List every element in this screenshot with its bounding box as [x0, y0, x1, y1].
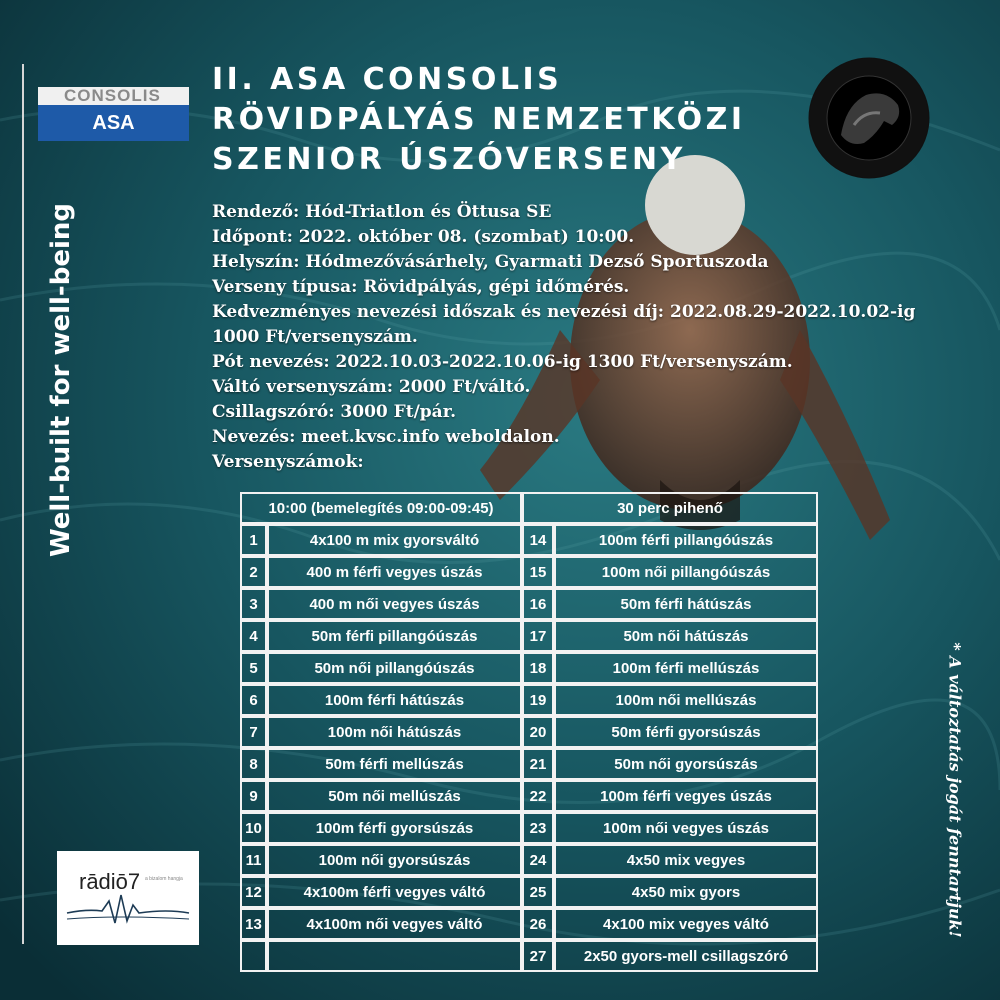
- left-divider-line: [22, 64, 24, 944]
- event-number: 2: [240, 556, 267, 588]
- event-number: 12: [240, 876, 267, 908]
- event-name: 50m női gyorsúszás: [554, 748, 818, 780]
- info-time: Időpont: 2022. október 08. (szombat) 10:00.: [212, 227, 635, 247]
- event-name: 100m női mellúszás: [554, 684, 818, 716]
- event-name: 100m férfi vegyes úszás: [554, 780, 818, 812]
- event-name: 400 m férfi vegyes úszás: [267, 556, 522, 588]
- consolis-logo-text: CONSOLIS: [64, 86, 161, 105]
- radio7-wordmark: rādiō7: [79, 869, 141, 894]
- page-title: [212, 60, 746, 180]
- event-number: 17: [522, 620, 554, 652]
- event-name: 4x50 mix gyors: [554, 876, 818, 908]
- event-name: 50m férfi pillangóúszás: [267, 620, 522, 652]
- event-number: 4: [240, 620, 267, 652]
- event-number: 6: [240, 684, 267, 716]
- event-name: 100m férfi mellúszás: [554, 652, 818, 684]
- event-number: 8: [240, 748, 267, 780]
- event-number: 5: [240, 652, 267, 684]
- event-number: 25: [522, 876, 554, 908]
- event-number: 14: [522, 524, 554, 556]
- event-name: 100m női gyorsúszás: [267, 844, 522, 876]
- event-number: 3: [240, 588, 267, 620]
- event-name: 400 m női vegyes úszás: [267, 588, 522, 620]
- event-number: 11: [240, 844, 267, 876]
- info-venue: Helyszín: Hódmezővásárhely, Gyarmati Dezső Sportuszoda: [212, 252, 769, 272]
- event-name: 4x50 mix vegyes: [554, 844, 818, 876]
- info-relay: Váltó versenyszám: 2000 Ft/váltó.: [212, 377, 531, 397]
- event-number: 1: [240, 524, 267, 556]
- radio7-tagline: a bizalom hangja: [145, 876, 183, 882]
- event-name: 100m férfi gyorsúszás: [267, 812, 522, 844]
- event-name: 4x100m férfi vegyes váltó: [267, 876, 522, 908]
- event-name: 100m női vegyes úszás: [554, 812, 818, 844]
- event-number: 16: [522, 588, 554, 620]
- event-number: 10: [240, 812, 267, 844]
- event-name: 50m férfi gyorsúszás: [554, 716, 818, 748]
- event-number: 19: [522, 684, 554, 716]
- event-number: 18: [522, 652, 554, 684]
- event-name: 100m női pillangóúszás: [554, 556, 818, 588]
- info-organizer: Rendező: Hód-Triatlon és Öttusa SE: [212, 202, 552, 222]
- side-slogan: Well-built for well-being: [46, 202, 76, 558]
- event-number: 7: [240, 716, 267, 748]
- event-name: 50m női hátúszás: [554, 620, 818, 652]
- event-number: 21: [522, 748, 554, 780]
- event-name: 2x50 gyors-mell csillagszóró: [554, 940, 818, 972]
- disclaimer-note: * A változtatás jogát fenntartjuk!: [945, 642, 965, 938]
- title-line-3: SZENIOR ÚSZÓVERSENY: [212, 142, 686, 177]
- schedule-left-header: 10:00 (bemelegítés 09:00-09:45): [240, 492, 522, 524]
- event-number: 23: [522, 812, 554, 844]
- event-name: 4x100 m mix gyorsváltó: [267, 524, 522, 556]
- event-number: 9: [240, 780, 267, 812]
- event-number: 24: [522, 844, 554, 876]
- info-discount: Kedvezményes nevezési időszak és nevezési díj: 2022.08.29-2022.10.02-ig 1000 Ft/versenyszám.: [212, 302, 916, 347]
- info-type: Verseny típusa: Rövidpályás, gépi időmérés.: [212, 277, 630, 297]
- consolis-asa-logo: [38, 87, 189, 141]
- hod-triatlon-club-logo-icon: [806, 55, 932, 181]
- event-number: 15: [522, 556, 554, 588]
- schedule-table: [240, 492, 818, 972]
- event-name: 50m férfi hátúszás: [554, 588, 818, 620]
- event-number: 26: [522, 908, 554, 940]
- event-number: 22: [522, 780, 554, 812]
- empty-cell: [240, 940, 267, 972]
- title-line-2: RÖVIDPÁLYÁS NEMZETKÖZI: [212, 102, 746, 137]
- radio7-logo: [57, 851, 199, 945]
- event-name: 100m női hátúszás: [267, 716, 522, 748]
- info-late: Pót nevezés: 2022.10.03-2022.10.06-ig 1300 Ft/versenyszám.: [212, 352, 793, 372]
- asa-logo-text: ASA: [38, 105, 189, 141]
- event-number: 20: [522, 716, 554, 748]
- schedule-right-header: 30 perc pihenő: [522, 492, 818, 524]
- info-registration: Nevezés: meet.kvsc.info weboldalon.: [212, 427, 560, 447]
- event-name: 50m női pillangóúszás: [267, 652, 522, 684]
- event-name: 50m férfi mellúszás: [267, 748, 522, 780]
- info-sparkler: Csillagszóró: 3000 Ft/pár.: [212, 402, 457, 422]
- event-number: 27: [522, 940, 554, 972]
- empty-cell: [267, 940, 522, 972]
- event-name: 100m férfi hátúszás: [267, 684, 522, 716]
- event-info: [212, 200, 942, 475]
- event-number: 13: [240, 908, 267, 940]
- event-name: 50m női mellúszás: [267, 780, 522, 812]
- soundwave-icon: [57, 851, 199, 945]
- event-name: 4x100 mix vegyes váltó: [554, 908, 818, 940]
- event-name: 100m férfi pillangóúszás: [554, 524, 818, 556]
- title-line-1: II. ASA CONSOLIS: [212, 62, 563, 97]
- event-name: 4x100m női vegyes váltó: [267, 908, 522, 940]
- info-events-label: Versenyszámok:: [212, 452, 364, 472]
